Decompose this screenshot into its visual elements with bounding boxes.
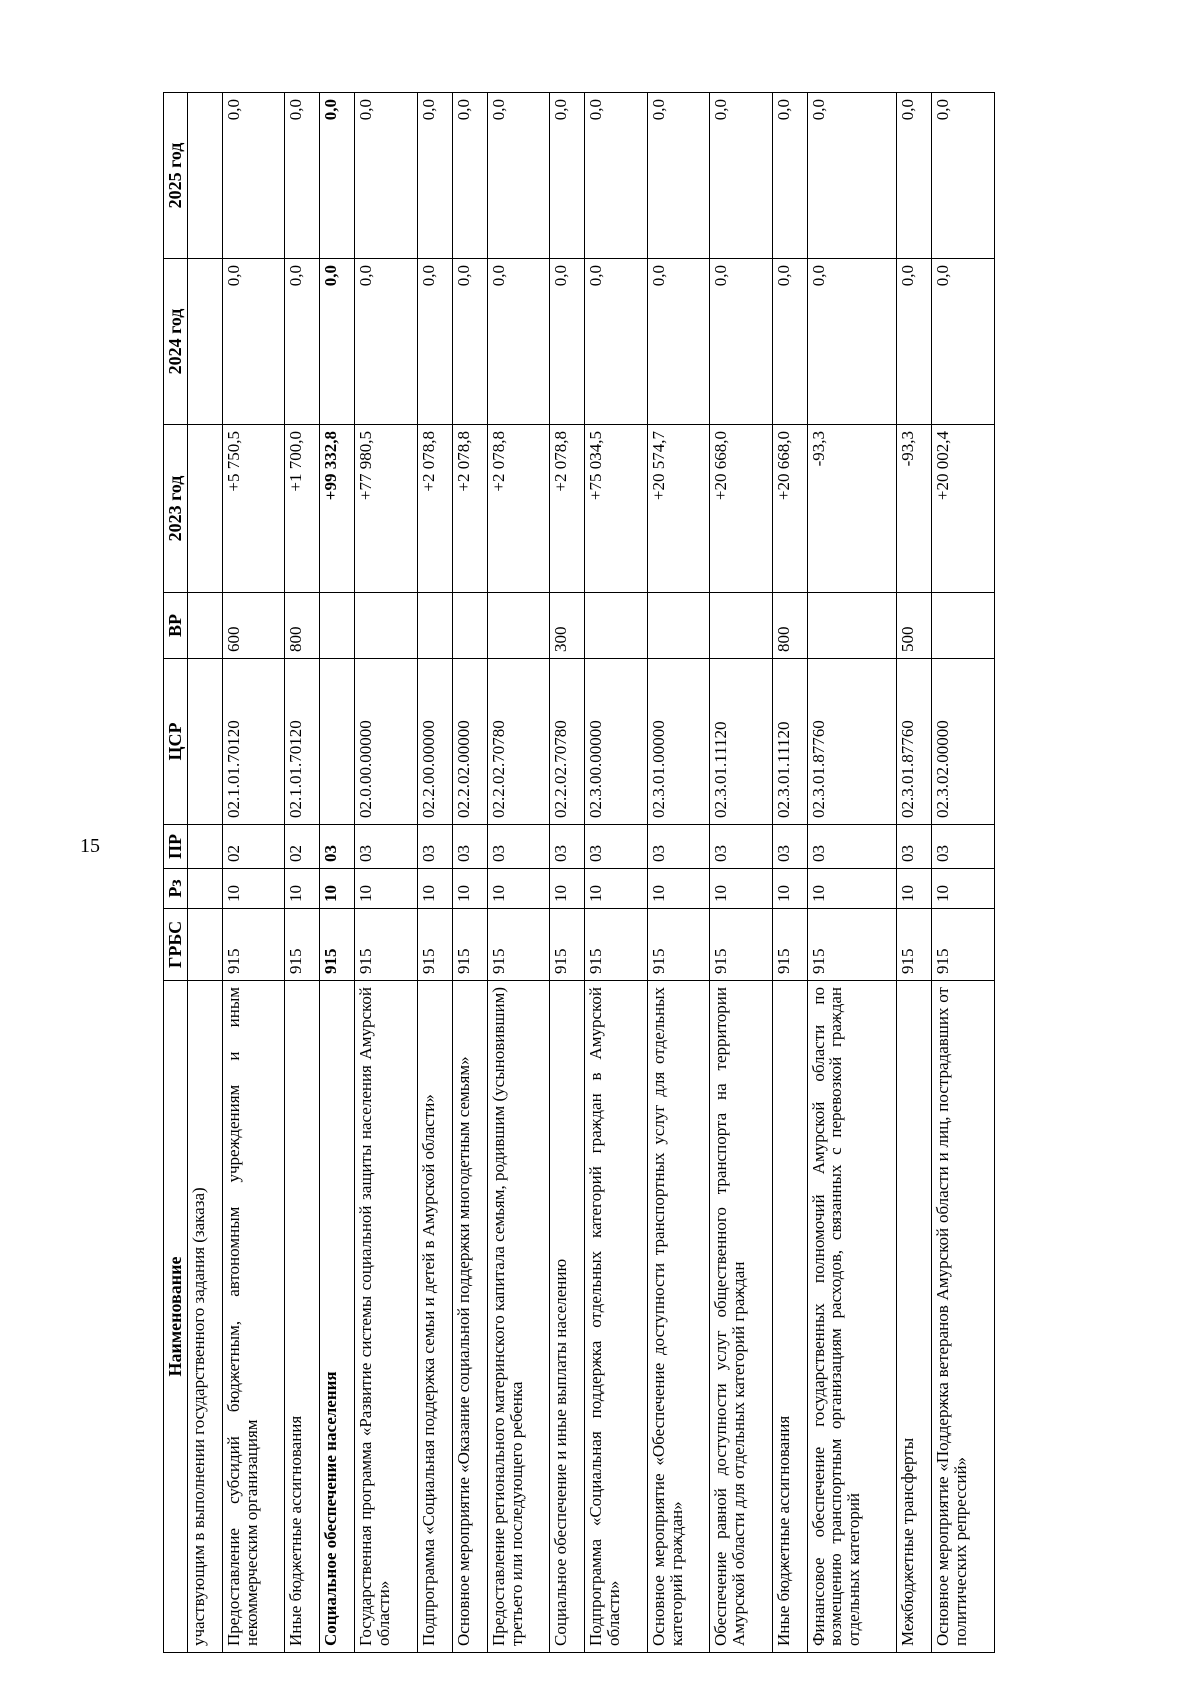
header-2023: 2023 год (164, 425, 188, 593)
budget-table (163, 92, 995, 1653)
cell-name: Иные бюджетные ассигнования (285, 981, 320, 1653)
cell-rz: 10 (585, 869, 647, 909)
cell-2023: +2 078,8 (417, 425, 452, 593)
table-body (187, 93, 994, 1653)
table-row (807, 93, 897, 1653)
cell-csr: 02.3.01.11120 (710, 659, 772, 825)
cell-vr (320, 593, 355, 659)
cell-vr: 500 (897, 593, 932, 659)
cell-name: Социальное обеспечение и иные выплаты населению (550, 981, 585, 1653)
cell-2023: +20 002,4 (932, 425, 995, 593)
cell-vr (417, 593, 452, 659)
cell-vr (807, 593, 897, 659)
cell-rz: 10 (710, 869, 772, 909)
cell-csr: 02.3.02.00000 (932, 659, 995, 825)
cell-grbs: 915 (932, 909, 995, 981)
cell-rz: 10 (417, 869, 452, 909)
table-row (550, 93, 585, 1653)
cell-name: Подпрограмма «Социальная поддержка отдельных категорий граждан в Амурской области» (585, 981, 647, 1653)
cell-2023: +20 574,7 (647, 425, 709, 593)
cell-pr: 03 (452, 825, 487, 869)
cell-2024: 0,0 (487, 259, 549, 425)
cell-csr (187, 659, 222, 825)
cell-rz: 10 (772, 869, 807, 909)
cell-vr (452, 593, 487, 659)
header-vr: ВР (164, 593, 188, 659)
cell-2024 (187, 259, 222, 425)
cell-rz: 10 (285, 869, 320, 909)
cell-2025: 0,0 (550, 93, 585, 259)
cell-csr: 02.2.02.70780 (550, 659, 585, 825)
table-row (285, 93, 320, 1653)
table-row (417, 93, 452, 1653)
cell-2025: 0,0 (222, 93, 284, 259)
cell-2025: 0,0 (487, 93, 549, 259)
cell-grbs: 915 (222, 909, 284, 981)
cell-2024: 0,0 (222, 259, 284, 425)
cell-pr: 03 (585, 825, 647, 869)
cell-2024: 0,0 (897, 259, 932, 425)
table-row (187, 93, 222, 1653)
cell-2023: +99 332,8 (320, 425, 355, 593)
cell-grbs: 915 (285, 909, 320, 981)
cell-csr: 02.0.00.00000 (355, 659, 417, 825)
cell-pr: 02 (285, 825, 320, 869)
cell-pr: 03 (550, 825, 585, 869)
cell-2023: -93,3 (897, 425, 932, 593)
cell-2024: 0,0 (285, 259, 320, 425)
cell-rz: 10 (355, 869, 417, 909)
cell-2025 (187, 93, 222, 259)
table-row (355, 93, 417, 1653)
cell-csr: 02.2.00.00000 (417, 659, 452, 825)
cell-pr: 03 (897, 825, 932, 869)
cell-grbs: 915 (807, 909, 897, 981)
cell-grbs: 915 (772, 909, 807, 981)
cell-grbs: 915 (452, 909, 487, 981)
cell-pr: 03 (647, 825, 709, 869)
cell-pr: 03 (772, 825, 807, 869)
cell-vr: 800 (772, 593, 807, 659)
cell-csr (320, 659, 355, 825)
cell-grbs: 915 (487, 909, 549, 981)
cell-grbs: 915 (647, 909, 709, 981)
cell-pr: 03 (487, 825, 549, 869)
cell-2025: 0,0 (585, 93, 647, 259)
cell-name: участвующим в выполнении государственного задания (заказа) (187, 981, 222, 1653)
cell-csr: 02.3.01.87760 (897, 659, 932, 825)
table-header-row (164, 93, 188, 1653)
cell-vr: 800 (285, 593, 320, 659)
budget-table-rotated (163, 93, 995, 1653)
cell-2024: 0,0 (585, 259, 647, 425)
cell-csr: 02.3.01.00000 (647, 659, 709, 825)
cell-name: Иные бюджетные ассигнования (772, 981, 807, 1653)
cell-vr: 600 (222, 593, 284, 659)
cell-rz: 10 (647, 869, 709, 909)
cell-vr (932, 593, 995, 659)
cell-csr: 02.1.01.70120 (222, 659, 284, 825)
header-csr: ЦСР (164, 659, 188, 825)
cell-rz: 10 (222, 869, 284, 909)
cell-2025: 0,0 (320, 93, 355, 259)
cell-name: Межбюджетные трансферты (897, 981, 932, 1653)
cell-2023: +2 078,8 (452, 425, 487, 593)
cell-2023 (187, 425, 222, 593)
header-rz: Рз (164, 869, 188, 909)
cell-2023: +77 980,5 (355, 425, 417, 593)
cell-rz (187, 869, 222, 909)
cell-pr: 03 (355, 825, 417, 869)
table-row (452, 93, 487, 1653)
cell-grbs: 915 (320, 909, 355, 981)
cell-2025: 0,0 (452, 93, 487, 259)
cell-rz: 10 (932, 869, 995, 909)
header-pr: ПР (164, 825, 188, 869)
cell-2023: +2 078,8 (550, 425, 585, 593)
cell-2024: 0,0 (417, 259, 452, 425)
table-row (710, 93, 772, 1653)
header-name: Наименование (164, 981, 188, 1653)
cell-2024: 0,0 (452, 259, 487, 425)
cell-grbs: 915 (417, 909, 452, 981)
cell-vr (710, 593, 772, 659)
table-row (647, 93, 709, 1653)
cell-2025: 0,0 (647, 93, 709, 259)
cell-pr: 03 (932, 825, 995, 869)
cell-2024: 0,0 (647, 259, 709, 425)
cell-rz: 10 (897, 869, 932, 909)
cell-2023: +75 034,5 (585, 425, 647, 593)
cell-name: Предоставление регионального материнского капитала семьям, родившим (усыновившим) третьего или последующего ребенка (487, 981, 549, 1653)
cell-rz: 10 (320, 869, 355, 909)
cell-name: Подпрограмма «Социальная поддержка семьи и детей в Амурской области» (417, 981, 452, 1653)
cell-grbs: 915 (897, 909, 932, 981)
cell-2025: 0,0 (417, 93, 452, 259)
cell-grbs (187, 909, 222, 981)
header-2025: 2025 год (164, 93, 188, 259)
cell-csr: 02.3.01.11120 (772, 659, 807, 825)
cell-2025: 0,0 (355, 93, 417, 259)
cell-rz: 10 (487, 869, 549, 909)
cell-name: Основное мероприятие «Оказание социальной поддержки многодетным семьям» (452, 981, 487, 1653)
cell-grbs: 915 (710, 909, 772, 981)
cell-name: Финансовое обеспечение государственных полномочий Амурской области по возмещению транспортным организациям расходов, связанных с перевозкой граждан отдельных категорий (807, 981, 897, 1653)
header-grbs: ГРБС (164, 909, 188, 981)
cell-pr (187, 825, 222, 869)
cell-csr: 02.1.01.70120 (285, 659, 320, 825)
cell-name: Обеспечение равной доступности услуг общественного транспорта на территории Амурской области для отдельных категорий граждан (710, 981, 772, 1653)
cell-pr: 03 (807, 825, 897, 869)
table-row (320, 93, 355, 1653)
table-row (487, 93, 549, 1653)
cell-grbs: 915 (355, 909, 417, 981)
table-row (585, 93, 647, 1653)
cell-2023: -93,3 (807, 425, 897, 593)
cell-grbs: 915 (550, 909, 585, 981)
cell-vr (487, 593, 549, 659)
cell-vr (647, 593, 709, 659)
cell-vr (187, 593, 222, 659)
cell-csr: 02.2.02.70780 (487, 659, 549, 825)
cell-rz: 10 (452, 869, 487, 909)
table-row (897, 93, 932, 1653)
page-number: 15 (80, 835, 100, 857)
cell-rz: 10 (807, 869, 897, 909)
cell-pr: 02 (222, 825, 284, 869)
cell-2025: 0,0 (932, 93, 995, 259)
cell-2024: 0,0 (355, 259, 417, 425)
cell-name: Государственная программа «Развитие системы социальной защиты населения Амурской области» (355, 981, 417, 1653)
cell-vr (355, 593, 417, 659)
cell-2024: 0,0 (932, 259, 995, 425)
cell-2024: 0,0 (550, 259, 585, 425)
cell-name: Предоставление субсидий бюджетным, автономным учреждениям и иным некоммерческим организациям (222, 981, 284, 1653)
cell-2025: 0,0 (897, 93, 932, 259)
table-row (222, 93, 284, 1653)
cell-csr: 02.3.00.00000 (585, 659, 647, 825)
cell-2025: 0,0 (772, 93, 807, 259)
cell-2025: 0,0 (807, 93, 897, 259)
cell-2024: 0,0 (320, 259, 355, 425)
cell-2023: +20 668,0 (710, 425, 772, 593)
cell-rz: 10 (550, 869, 585, 909)
cell-2025: 0,0 (710, 93, 772, 259)
table-row (772, 93, 807, 1653)
table-row (932, 93, 995, 1653)
cell-vr (585, 593, 647, 659)
cell-vr: 300 (550, 593, 585, 659)
cell-name: Социальное обеспечение населения (320, 981, 355, 1653)
header-2024: 2024 год (164, 259, 188, 425)
cell-2023: +2 078,8 (487, 425, 549, 593)
cell-2024: 0,0 (710, 259, 772, 425)
cell-2024: 0,0 (772, 259, 807, 425)
cell-csr: 02.3.01.87760 (807, 659, 897, 825)
cell-pr: 03 (320, 825, 355, 869)
cell-2024: 0,0 (807, 259, 897, 425)
cell-2025: 0,0 (285, 93, 320, 259)
cell-2023: +5 750,5 (222, 425, 284, 593)
cell-2023: +20 668,0 (772, 425, 807, 593)
cell-csr: 02.2.02.00000 (452, 659, 487, 825)
cell-2023: +1 700,0 (285, 425, 320, 593)
cell-name: Основное мероприятие «Поддержка ветеранов Амурской области и лиц, пострадавших от политических репрессий» (932, 981, 995, 1653)
cell-pr: 03 (710, 825, 772, 869)
cell-name: Основное мероприятие «Обеспечение доступности транспортных услуг для отдельных категорий граждан» (647, 981, 709, 1653)
cell-grbs: 915 (585, 909, 647, 981)
cell-pr: 03 (417, 825, 452, 869)
